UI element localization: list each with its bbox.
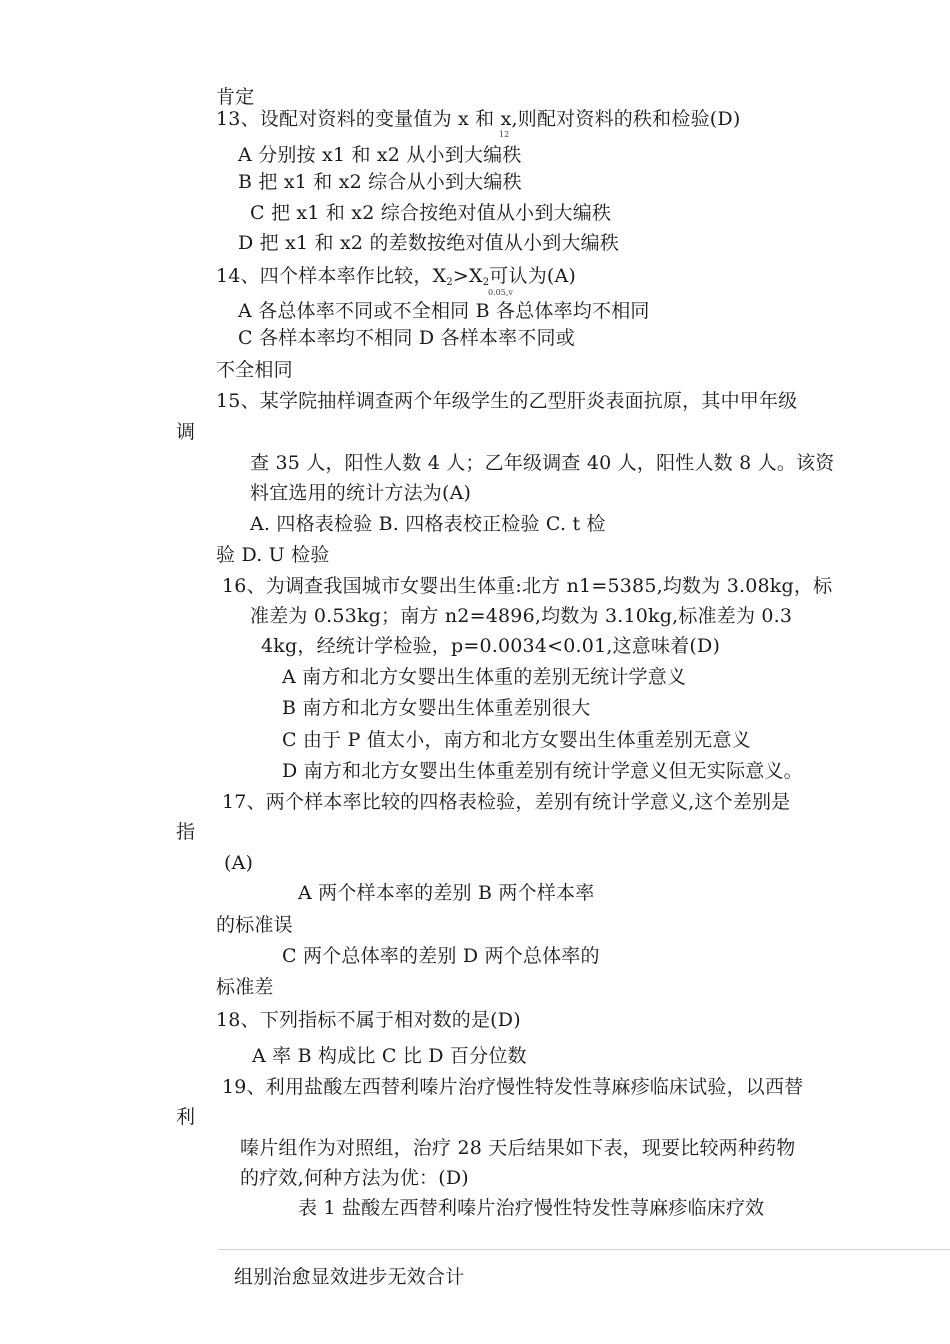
text-line: 4kg，经统计学检验，p=0.0034<0.01,这意味着(D): [261, 635, 721, 657]
question-15: 15、某学院抽样调查两个年级学生的乙型肝炎表面抗原，其中甲年级: [216, 390, 798, 412]
option-cd: C 两个总体率的差别 D 两个总体率的: [282, 945, 600, 967]
text-line: 指: [176, 821, 196, 843]
text-line: 标准差: [216, 976, 274, 998]
question-16: 16、为调查我国城市女婴出生体重:北方 n1=5385,均数为 3.08kg，标: [222, 575, 833, 597]
option-b: B 南方和北方女婴出生体重差别很大: [282, 697, 591, 719]
subscript-note: 0.05,v: [488, 288, 513, 297]
chi-square-subscript: 2: [446, 277, 453, 288]
question-14-lead: 14、四个样本率作比较，: [216, 265, 433, 287]
text-line: 准差为 0.53kg；南方 n2=4896,均数为 3.10kg,标准差为 0.3: [250, 605, 793, 627]
question-17: 17、两个样本率比较的四格表检验，差别有统计学意义,这个差别是: [222, 791, 791, 813]
text-line: 查 35 人，阳性人数 4 人；乙年级调查 40 人，阳性人数 8 人。该资: [250, 452, 835, 474]
question-13: 13、设配对资料的变量值为 x 和 x,则配对资料的秩和检验(D): [216, 108, 741, 130]
option-b: B 把 x1 和 x2 综合从小到大编秩: [238, 171, 522, 193]
chi-square-subscript: 2: [482, 277, 490, 288]
option-ab: A 两个样本率的差别 B 两个样本率: [298, 882, 595, 904]
text-line: 利: [176, 1106, 196, 1128]
text-line: 料宜选用的统计方法为(A): [250, 482, 472, 504]
text-line: 嗪片组作为对照组，治疗 28 天后结果如下表，现要比较两种药物: [240, 1137, 796, 1159]
question-14-tail: 可认为(A): [489, 265, 577, 287]
subscript-note: 12: [499, 130, 510, 139]
chi-square-symbol: X: [432, 265, 447, 287]
option-d: D 把 x1 和 x2 的差数按绝对值从小到大编秩: [238, 232, 620, 254]
table-caption: 表 1 盐酸左西替利嗪片治疗慢性特发性荨麻疹临床疗效: [298, 1197, 765, 1219]
options: A 率 B 构成比 C 比 D 百分位数: [252, 1045, 527, 1067]
text-line: 验 D. U 检验: [216, 544, 330, 566]
option-a: A 南方和北方女婴出生体重的差别无统计学意义: [282, 666, 687, 688]
option-a: A 分别按 x1 和 x2 从小到大编秩: [238, 144, 522, 166]
text-line: 调: [176, 421, 196, 443]
question-19: 19、利用盐酸左西替利嗪片治疗慢性特发性荨麻疹临床试验，以西替: [222, 1076, 804, 1098]
text-line: 肯定: [216, 86, 255, 108]
question-18: 18、下列指标不属于相对数的是(D): [216, 1009, 521, 1031]
table-top-rule: [218, 1249, 950, 1250]
chi-square-compare: >X: [452, 265, 483, 287]
table-header-row: 组别治愈显效进步无效合计: [234, 1266, 465, 1288]
option-c: C 由于 P 值太小，南方和北方女婴出生体重差别无意义: [282, 729, 751, 751]
option-d: D 南方和北方女婴出生体重差别有统计学意义但无实际意义。: [282, 760, 803, 782]
text-line: 不全相同: [216, 359, 293, 381]
answer: (A): [224, 852, 254, 874]
text-line: 的疗效,何种方法为优：(D): [240, 1167, 469, 1189]
question-14: [216, 264, 576, 295]
option-cd: C 各样本率均不相同 D 各样本率不同或: [238, 327, 575, 349]
options: A. 四格表检验 B. 四格表校正检验 C. t 检: [250, 513, 606, 535]
option-ab: A 各总体率不同或不全相同 B 各总体率均不相同: [238, 300, 650, 322]
option-c: C 把 x1 和 x2 综合按绝对值从小到大编秩: [250, 202, 612, 224]
text-line: 的标准误: [216, 914, 293, 936]
